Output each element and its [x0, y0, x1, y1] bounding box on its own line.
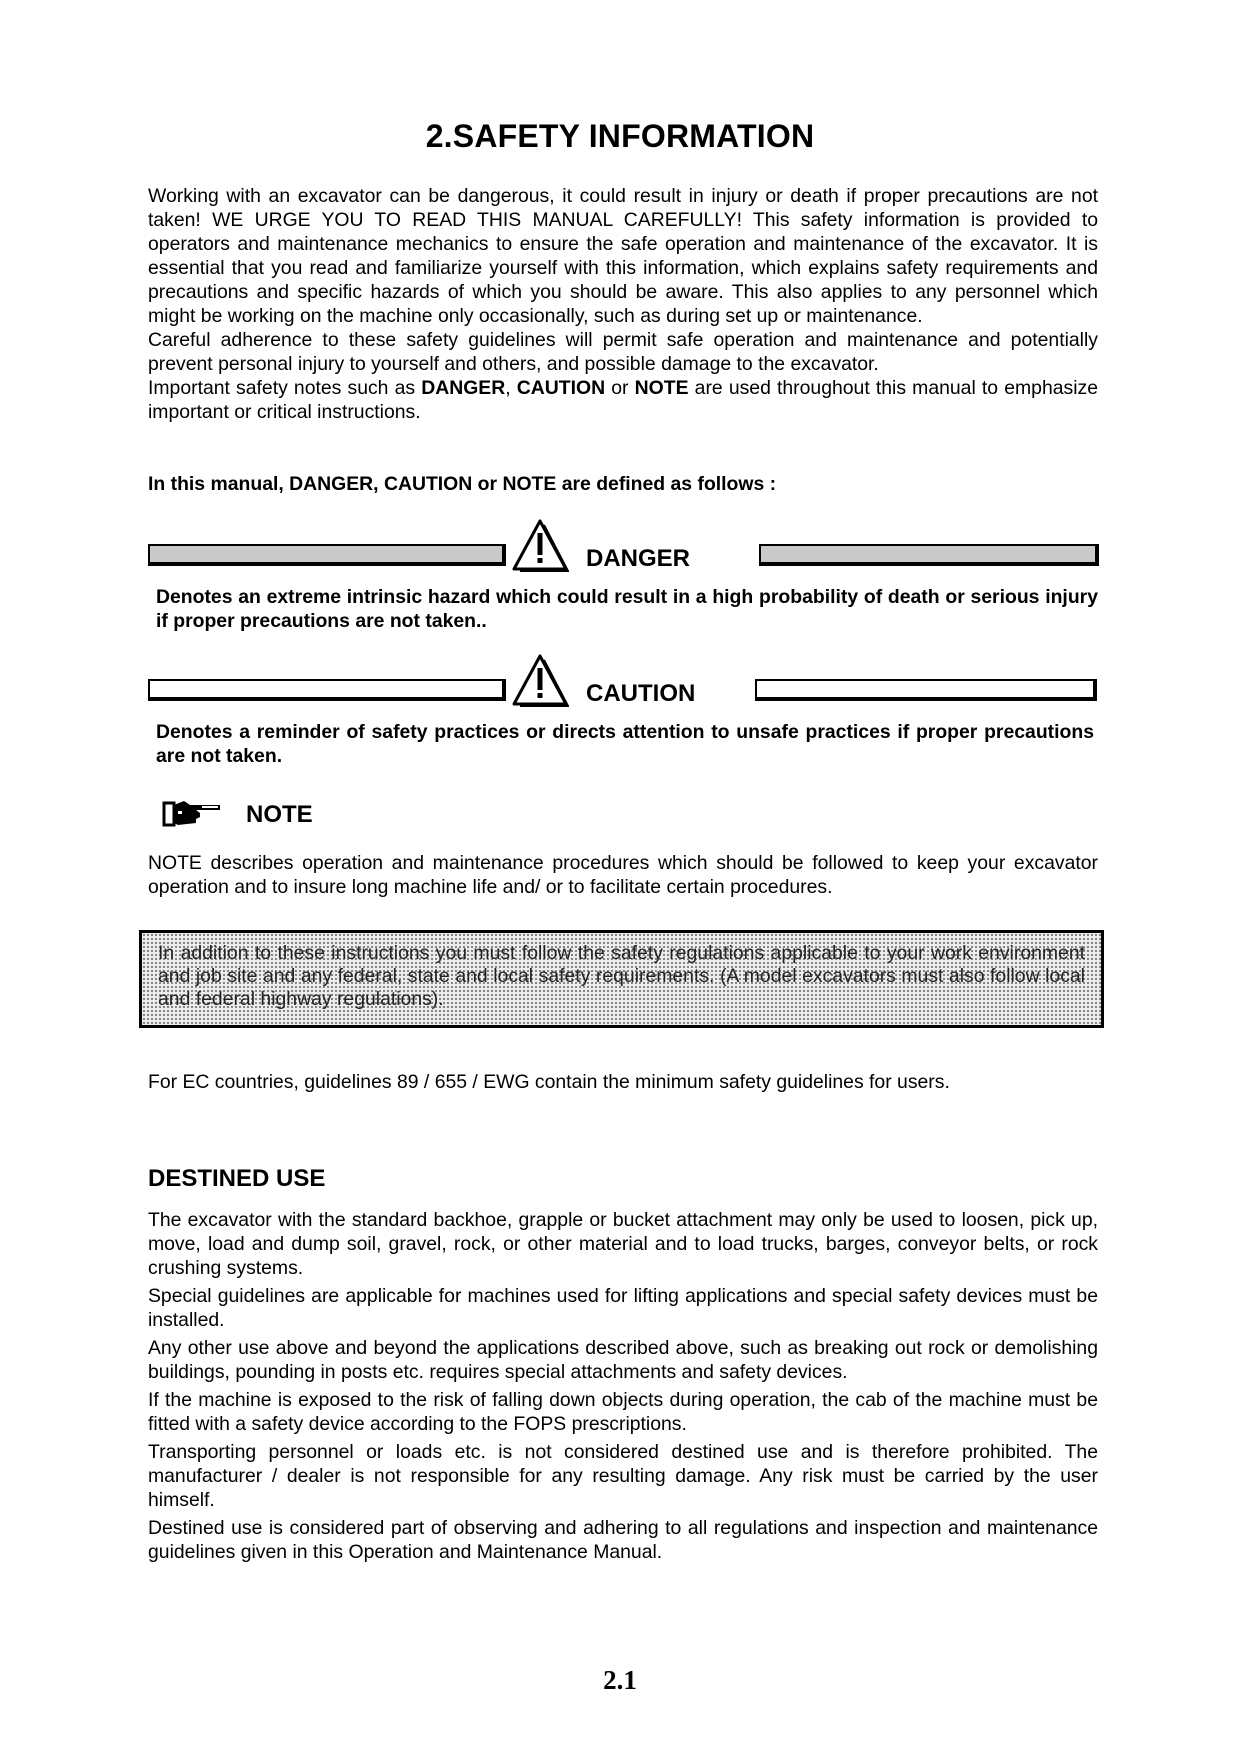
danger-bar-right — [759, 544, 1099, 566]
intro-p3-caution: CAUTION — [516, 377, 606, 399]
intro-paragraph-2: Careful adherence to these safety guidelines will permit safe operation and maintenance and potentially prevent personal injury to yourself and others, and possible damage to the excavator. — [148, 329, 1098, 375]
destined-use-paragraph: The excavator with the standard backhoe, grapple or bucket attachment may only be used to loosen, pick up, move, load and dump soil, gravel, rock, or other material and to load trucks, barges, conveyor belts, or rock crushing systems. — [148, 1209, 1098, 1279]
destined-use-paragraph: Destined use is considered part of observing and adhering to all regulations and inspection and maintenance guidelines given in this Operation and Maintenance Manual. — [148, 1517, 1098, 1563]
intro-paragraph-1: Working with an excavator can be dangerous, it could result in injury or death if proper precautions are not taken! WE URGE YOU TO READ THIS MANUAL CAREFULLY! This safety information is provided to operators and maintenance mechanics to ensure the safe operation and maintenance of the excavator. It is essential that you read and familiarize yourself with this information, which explains safety requirements and precautions and specific hazards of which you should be aware. This also applies to any personnel which might be working on the machine only occasionally, such as during set up or maintenance. — [148, 185, 1098, 327]
destined-use-paragraph: Any other use above and beyond the applications described above, such as breaking out rock or demolishing buildings, pounding in posts etc. requires special attachments and safety devices. — [148, 1337, 1098, 1383]
intro-p3-end: are used throughout this manual to emphasize important or critical instructions. — [148, 377, 1098, 423]
intro-p3-start: Important safety notes such as — [148, 377, 422, 399]
caution-bar-left — [148, 679, 506, 701]
destined-use-section — [148, 1208, 1098, 1568]
intro-section — [148, 184, 1098, 424]
regulations-notice-box: In addition to these instructions you must follow the safety regulations applicable to your work environment and job site and any federal, state and local safety requirements. (A model excavators must also follow local and federal highway regulations). — [139, 930, 1104, 1028]
danger-warning-triangle-icon — [511, 518, 569, 572]
destined-use-paragraph: Transporting personnel or loads etc. is not considered destined use and is therefore prohibited. The manufacturer / dealer is not responsible for any resulting damage. Any risk must be carried by the user himself. — [148, 1441, 1098, 1511]
danger-bar-left — [148, 544, 506, 566]
caution-warning-triangle-icon — [511, 653, 569, 707]
note-description: NOTE describes operation and maintenance procedures which should be followed to keep your excavator operation and to insure long machine life and/ or to facilitate certain procedures. — [148, 852, 1098, 898]
danger-label: DANGER — [586, 545, 691, 572]
definitions-heading: In this manual, DANGER, CAUTION or NOTE are defined as follows : — [148, 473, 777, 495]
intro-p3-note: NOTE — [634, 377, 689, 399]
destined-use-paragraph: If the machine is exposed to the risk of falling down objects during operation, the cab of the machine must be fitted with a safety device according to the FOPS prescriptions. — [148, 1389, 1098, 1435]
ec-guidelines-text: For EC countries, guidelines 89 / 655 / EWG contain the minimum safety guidelines for users. — [148, 1071, 950, 1093]
page-number: 2.1 — [603, 1665, 637, 1695]
intro-p3-danger: DANGER — [421, 377, 506, 399]
destined-use-heading: DESTINED USE — [148, 1165, 326, 1192]
note-label: NOTE — [246, 801, 313, 828]
intro-paragraph-3 — [148, 376, 1098, 424]
intro-p3-sep1: , — [505, 377, 517, 399]
destined-use-paragraph: Special guidelines are applicable for machines used for lifting applications and special safety devices must be installed. — [148, 1285, 1098, 1331]
caution-label: CAUTION — [586, 680, 696, 707]
pointing-hand-icon — [162, 797, 224, 827]
page-title: 2.SAFETY INFORMATION — [425, 118, 815, 154]
danger-description: Denotes an extreme intrinsic hazard which could result in a high probability of death or serious injury if proper precautions are not taken.. — [156, 586, 1098, 632]
caution-bar-right — [755, 679, 1097, 701]
intro-p3-sep2: or — [605, 377, 635, 399]
caution-description: Denotes a reminder of safety practices or directs attention to unsafe practices if proper precautions are not taken. — [156, 721, 1094, 767]
